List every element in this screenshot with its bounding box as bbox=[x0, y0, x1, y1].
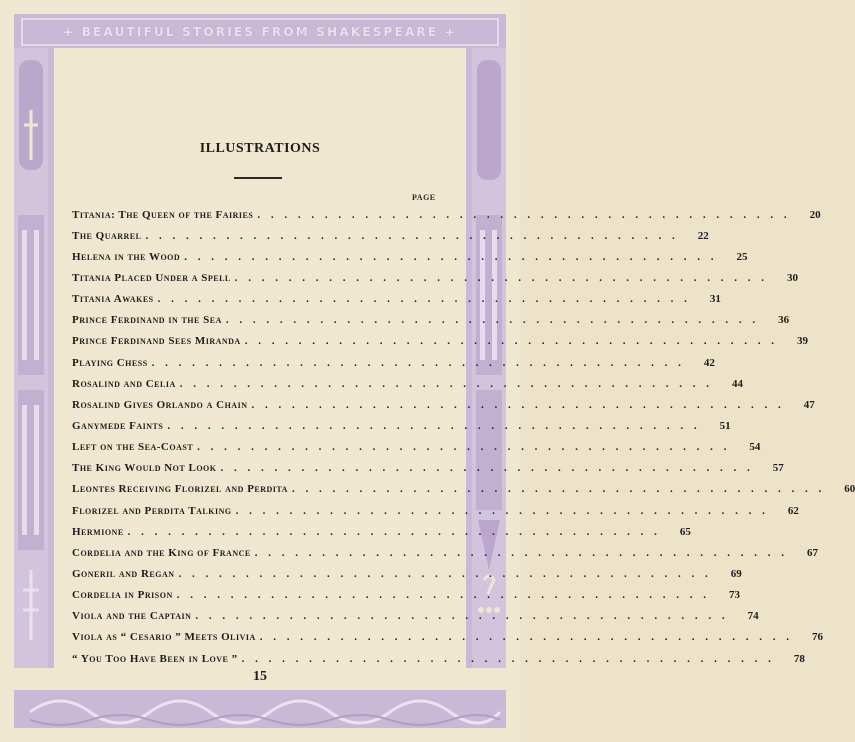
illustration-page-number: 65 bbox=[679, 525, 691, 538]
illustration-title: Titania: The Queen of the Fairies bbox=[72, 208, 254, 221]
illustration-title: Left on the Sea-Coast bbox=[72, 441, 194, 454]
illustration-title: Viola as “ Cesario ” Meets Olivia bbox=[72, 631, 256, 644]
dot-leader: . . . . . . . . . . . . . . . . . . . . . . . . . . . . . . . . . . . . . . . . bbox=[184, 250, 718, 263]
page-number: 15 bbox=[253, 669, 267, 684]
illustration-entry[interactable] bbox=[72, 246, 748, 267]
illustration-title: Prince Ferdinand in the Sea bbox=[72, 314, 222, 327]
illustration-title: Prince Ferdinand Sees Miranda bbox=[72, 335, 241, 348]
illustration-entry[interactable] bbox=[72, 521, 691, 542]
illustration-entry[interactable] bbox=[72, 352, 715, 373]
dot-leader: . . . . . . . . . . . . . . . . . . . . . . . . . . . . . . . . . . . . . . . . bbox=[145, 229, 679, 242]
illustration-page-number: 31 bbox=[709, 293, 721, 306]
illustration-entry[interactable] bbox=[72, 479, 855, 500]
illustration-title: Titania Placed Under a Spell bbox=[72, 271, 231, 284]
illustration-entry[interactable] bbox=[72, 458, 784, 479]
illustration-entry[interactable] bbox=[72, 289, 721, 310]
dot-leader: . . . . . . . . . . . . . . . . . . . . . . . . . . . . . . . . . . . . . . . . bbox=[241, 652, 775, 665]
dot-leader: . . . . . . . . . . . . . . . . . . . . . . . . . . . . . . . . . . . . . . . . bbox=[251, 398, 785, 411]
illustration-entry[interactable] bbox=[72, 415, 731, 436]
dot-leader: . . . . . . . . . . . . . . . . . . . . . . . . . . . . . . . . . . . . . . . . bbox=[176, 589, 710, 602]
illustration-title: Cordelia and the King of France bbox=[72, 546, 251, 559]
illustration-page-number: 39 bbox=[796, 335, 808, 348]
illustration-entry[interactable] bbox=[72, 267, 799, 288]
book-series-banner: + BEAUTIFUL STORIES FROM SHAKESPEARE + bbox=[63, 25, 457, 39]
dot-leader: . . . . . . . . . . . . . . . . . . . . . . . . . . . . . . . . . . . . . . . . bbox=[179, 377, 713, 390]
illustration-page-number: 73 bbox=[728, 589, 740, 602]
illustration-entry[interactable] bbox=[72, 627, 824, 648]
illustration-title: The King Would Not Look bbox=[72, 462, 217, 475]
illustration-title: Florizel and Perdita Talking bbox=[72, 504, 232, 517]
illustration-page-number: 25 bbox=[736, 250, 748, 263]
illustration-page-number: 22 bbox=[697, 229, 709, 242]
dot-leader: . . . . . . . . . . . . . . . . . . . . . . . . . . . . . . . . . . . . . . . . bbox=[197, 441, 731, 454]
illustration-title: “ You Too Have Been in Love ” bbox=[72, 652, 238, 665]
dot-leader: . . . . . . . . . . . . . . . . . . . . . . . . . . . . . . . . . . . . . . . . bbox=[257, 208, 791, 221]
illustration-page-number: 57 bbox=[772, 462, 784, 475]
illustration-entry[interactable] bbox=[72, 373, 743, 394]
illustration-page-number: 30 bbox=[787, 271, 799, 284]
illustration-entry[interactable] bbox=[72, 500, 799, 521]
page-title: ILLUSTRATIONS bbox=[199, 141, 321, 156]
dot-leader: . . . . . . . . . . . . . . . . . . . . . . . . . . . . . . . . . . . . . . . . bbox=[151, 356, 685, 369]
illustration-page-number: 54 bbox=[749, 441, 761, 454]
illustration-title: Helena in the Wood bbox=[72, 250, 181, 263]
dot-leader: . . . . . . . . . . . . . . . . . . . . . . . . . . . . . . . . . . . . . . . . bbox=[234, 271, 769, 284]
illustration-title: Titania Awakes bbox=[72, 293, 154, 306]
dot-leader: . . . . . . . . . . . . . . . . . . . . . . . . . . . . . . . . . . . . . . . . bbox=[259, 631, 794, 644]
illustration-entry[interactable] bbox=[72, 585, 740, 606]
dot-leader: . . . . . . . . . . . . . . . . . . . . . . . . . . . . . . . . . . . . . . . . bbox=[244, 335, 778, 348]
illustration-page-number: 62 bbox=[787, 504, 799, 517]
illustration-page-number: 78 bbox=[793, 652, 805, 665]
illustration-page-number: 36 bbox=[778, 314, 790, 327]
dot-leader: . . . . . . . . . . . . . . . . . . . . . . . . . . . . . . . . . . . . . . . . bbox=[235, 504, 769, 517]
illustration-title: Leontes Receiving Florizel and Perdita bbox=[72, 483, 288, 496]
dot-leader: . . . . . . . . . . . . . . . . . . . . . . . . . . . . . . . . . . . . . . . . bbox=[157, 293, 691, 306]
illustration-entry[interactable] bbox=[72, 204, 821, 225]
page-column-heading: PAGE bbox=[412, 193, 436, 202]
illustration-page-number: 76 bbox=[812, 631, 824, 644]
dot-leader: . . . . . . . . . . . . . . . . . . . . . . . . . . . . . . . . . . . . . . . . bbox=[291, 483, 826, 496]
illustration-entry[interactable] bbox=[72, 310, 790, 331]
dot-leader: . . . . . . . . . . . . . . . . . . . . . . . . . . . . . . . . . . . . . . . . bbox=[254, 546, 788, 559]
illustration-entry[interactable] bbox=[72, 648, 805, 669]
illustration-title: Hermione bbox=[72, 525, 124, 538]
dot-leader: . . . . . . . . . . . . . . . . . . . . . . . . . . . . . . . . . . . . . . . . bbox=[167, 419, 701, 432]
illustration-entry[interactable] bbox=[72, 542, 818, 563]
illustration-page-number: 69 bbox=[730, 567, 742, 580]
dot-leader: . . . . . . . . . . . . . . . . . . . . . . . . . . . . . . . . . . . . . . . . bbox=[225, 314, 760, 327]
dot-leader: . . . . . . . . . . . . . . . . . . . . . . . . . . . . . . . . . . . . . . . . bbox=[220, 462, 754, 475]
illustration-page-number: 20 bbox=[809, 208, 821, 221]
illustration-title: Ganymede Faints bbox=[72, 419, 164, 432]
dot-leader: . . . . . . . . . . . . . . . . . . . . . . . . . . . . . . . . . . . . . . . . bbox=[127, 525, 661, 538]
illustration-title: Cordelia in Prison bbox=[72, 589, 173, 602]
dot-leader: . . . . . . . . . . . . . . . . . . . . . . . . . . . . . . . . . . . . . . . . bbox=[178, 567, 712, 580]
illustration-title: Rosalind and Celia bbox=[72, 377, 176, 390]
illustration-page-number: 47 bbox=[803, 398, 815, 411]
illustration-entry[interactable] bbox=[72, 225, 709, 246]
illustration-page-number: 44 bbox=[732, 377, 743, 390]
illustration-title: Rosalind Gives Orlando a Chain bbox=[72, 398, 248, 411]
illustration-entry[interactable] bbox=[72, 331, 808, 352]
title-divider bbox=[234, 177, 282, 179]
illustration-page-number: 42 bbox=[703, 356, 715, 369]
illustrations-list bbox=[72, 204, 855, 669]
illustration-entry[interactable] bbox=[72, 437, 761, 458]
illustration-title: Viola and the Captain bbox=[72, 610, 192, 623]
illustration-page-number: 74 bbox=[747, 610, 759, 623]
illustration-page-number: 60 bbox=[844, 483, 855, 496]
illustration-entry[interactable] bbox=[72, 606, 759, 627]
illustration-title: Playing Chess bbox=[72, 356, 148, 369]
illustration-entry[interactable] bbox=[72, 394, 815, 415]
illustration-page-number: 67 bbox=[806, 546, 818, 559]
illustration-page-number: 51 bbox=[719, 419, 731, 432]
illustration-entry[interactable] bbox=[72, 563, 742, 584]
dot-leader: . . . . . . . . . . . . . . . . . . . . . . . . . . . . . . . . . . . . . . . . bbox=[195, 610, 729, 623]
illustration-title: Goneril and Regan bbox=[72, 567, 175, 580]
illustration-title: The Quarrel bbox=[72, 229, 142, 242]
